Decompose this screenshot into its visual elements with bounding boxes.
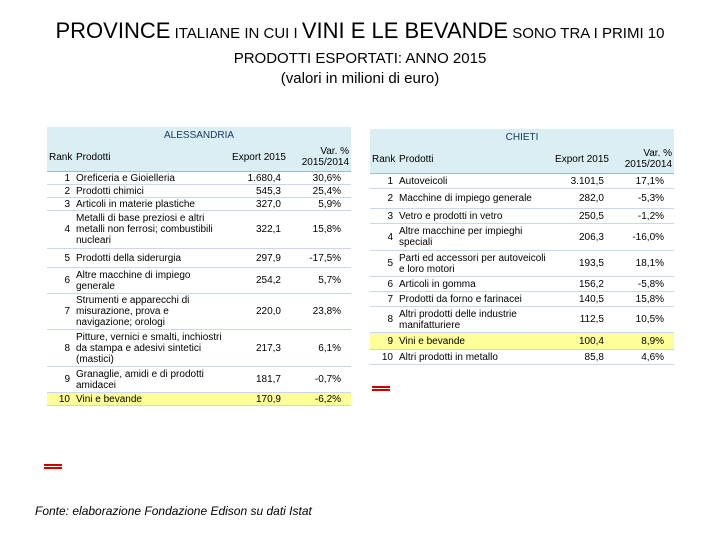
var-cell: 15,8% xyxy=(614,292,674,307)
product-cell: Altre macchine per impieghi speciali xyxy=(397,224,550,251)
product-cell: Metalli di base preziosi e altri metalli non ferrosi; combustibili nucleari xyxy=(74,211,227,249)
export-cell: 327,0 xyxy=(227,198,291,211)
alessandria-table xyxy=(47,127,351,406)
rank-cell: 5 xyxy=(370,251,397,277)
export-cell: 3.101,5 xyxy=(550,174,614,189)
rank-cell: 7 xyxy=(47,294,74,330)
var-cell: -0,7% xyxy=(291,367,351,393)
title-part-2: ITALIANE IN CUI I xyxy=(170,25,302,42)
product-cell: Oreficeria e Gioielleria xyxy=(74,172,227,185)
product-cell: Granaglie, amidi e di prodotti amidacei xyxy=(74,367,227,393)
var-cell: 23,8% xyxy=(291,294,351,330)
export-cell: 250,5 xyxy=(550,209,614,224)
rank-cell: 7 xyxy=(370,292,397,307)
export-cell: 282,0 xyxy=(550,189,614,209)
var-cell: 15,8% xyxy=(291,211,351,249)
table-row xyxy=(47,294,351,330)
region-title: CHIETI xyxy=(370,129,674,145)
rank-cell: 5 xyxy=(47,249,74,268)
table-row xyxy=(370,307,674,333)
product-cell: Altri prodotti in metallo xyxy=(397,350,550,365)
export-cell: 220,0 xyxy=(227,294,291,330)
product-cell: Prodotti chimici xyxy=(74,185,227,198)
export-cell: 545,3 xyxy=(227,185,291,198)
rank-cell: 4 xyxy=(370,224,397,251)
export-cell: 140,5 xyxy=(550,292,614,307)
rank-cell: 6 xyxy=(47,268,74,294)
rank-cell: 4 xyxy=(47,211,74,249)
slide-subtitle: PRODOTTI ESPORTATI: ANNO 2015 xyxy=(233,50,487,67)
slide-title xyxy=(0,18,720,44)
export-cell: 1.680,4 xyxy=(227,172,291,185)
var-cell: -5,3% xyxy=(614,189,674,209)
rank-cell: 10 xyxy=(370,350,397,365)
export-cell: 112,5 xyxy=(550,307,614,333)
table-row xyxy=(370,224,674,251)
rank-cell: 10 xyxy=(47,393,74,406)
var-cell: 5,7% xyxy=(291,268,351,294)
title-part-3: VINI E LE BEVANDE xyxy=(301,18,509,43)
var-cell: 25,4% xyxy=(291,185,351,198)
product-cell: Articoli in gomma xyxy=(397,277,550,292)
export-cell: 206,3 xyxy=(550,224,614,251)
export-cell: 85,8 xyxy=(550,350,614,365)
table-row xyxy=(370,189,674,209)
var-cell: 5,9% xyxy=(291,198,351,211)
export-cell: 170,9 xyxy=(227,393,291,406)
product-cell: Altre macchine di impiego generale xyxy=(74,268,227,294)
title-part-4: SONO TRA I PRIMI 10 xyxy=(508,25,665,42)
var-cell: 18,1% xyxy=(614,251,674,277)
export-cell: 193,5 xyxy=(550,251,614,277)
rank-cell: 9 xyxy=(370,333,397,350)
table-row xyxy=(370,209,674,224)
chieti-table xyxy=(370,129,674,365)
export-header: Export 2015 xyxy=(550,145,614,174)
rank-cell: 1 xyxy=(370,174,397,189)
var-cell: -17,5% xyxy=(291,249,351,268)
rank-cell: 8 xyxy=(370,307,397,333)
var-cell: 4,6% xyxy=(614,350,674,365)
product-cell: Vetro e prodotti in vetro xyxy=(397,209,550,224)
export-cell: 156,2 xyxy=(550,277,614,292)
var-cell: 10,5% xyxy=(614,307,674,333)
export-cell: 217,3 xyxy=(227,330,291,367)
export-cell: 254,2 xyxy=(227,268,291,294)
table-row xyxy=(370,350,674,365)
table-row xyxy=(47,198,351,211)
table-row xyxy=(47,172,351,185)
product-cell: Articoli in materie plastiche xyxy=(74,198,227,211)
title-part-1: PROVINCE xyxy=(55,18,171,43)
table-row xyxy=(370,292,674,307)
product-cell: Parti ed accessori per autoveicoli e loro motori xyxy=(397,251,550,277)
table-row xyxy=(47,367,351,393)
highlight-marker xyxy=(44,464,62,471)
rank-cell: 3 xyxy=(370,209,397,224)
var-cell: -5,8% xyxy=(614,277,674,292)
product-cell: Macchine di impiego generale xyxy=(397,189,550,209)
table-row xyxy=(47,393,351,406)
table-row xyxy=(370,277,674,292)
table-row xyxy=(47,211,351,249)
rank-cell: 2 xyxy=(47,185,74,198)
product-cell: Vini e bevande xyxy=(74,393,227,406)
export-cell: 100,4 xyxy=(550,333,614,350)
table-row xyxy=(47,330,351,367)
export-header: Export 2015 xyxy=(227,143,291,172)
rank-cell: 6 xyxy=(370,277,397,292)
var-cell: -16,0% xyxy=(614,224,674,251)
table-row xyxy=(47,185,351,198)
table-row xyxy=(370,251,674,277)
rank-header: Rank xyxy=(47,143,74,172)
rank-cell: 3 xyxy=(47,198,74,211)
product-header: Prodotti xyxy=(74,143,227,172)
unit-note: (valori in milioni di euro) xyxy=(280,70,440,87)
var-cell: 17,1% xyxy=(614,174,674,189)
rank-cell: 8 xyxy=(47,330,74,367)
rank-cell: 1 xyxy=(47,172,74,185)
var-cell: 8,9% xyxy=(614,333,674,350)
export-cell: 297,9 xyxy=(227,249,291,268)
var-header: Var. % 2015/2014 xyxy=(291,143,351,172)
product-cell: Altri prodotti delle industrie manifatturiere xyxy=(397,307,550,333)
region-title: ALESSANDRIA xyxy=(47,127,351,143)
rank-header: Rank xyxy=(370,145,397,174)
export-cell: 322,1 xyxy=(227,211,291,249)
var-header: Var. % 2015/2014 xyxy=(614,145,674,174)
var-cell: 6,1% xyxy=(291,330,351,367)
rank-cell: 2 xyxy=(370,189,397,209)
var-cell: -6,2% xyxy=(291,393,351,406)
product-cell: Prodotti da forno e farinacei xyxy=(397,292,550,307)
table-row xyxy=(47,249,351,268)
product-cell: Prodotti della siderurgia xyxy=(74,249,227,268)
table-row xyxy=(47,268,351,294)
product-cell: Autoveicoli xyxy=(397,174,550,189)
product-cell: Pitture, vernici e smalti, inchiostri da stampa e adesivi sintetici (mastici) xyxy=(74,330,227,367)
var-cell: 30,6% xyxy=(291,172,351,185)
product-cell: Strumenti e apparecchi di misurazione, prova e navigazione; orologi xyxy=(74,294,227,330)
highlight-marker xyxy=(372,386,390,393)
table-row xyxy=(370,333,674,350)
export-cell: 181,7 xyxy=(227,367,291,393)
var-cell: -1,2% xyxy=(614,209,674,224)
table-row xyxy=(370,174,674,189)
product-header: Prodotti xyxy=(397,145,550,174)
source-note: Fonte: elaborazione Fondazione Edison su dati Istat xyxy=(35,504,312,518)
rank-cell: 9 xyxy=(47,367,74,393)
product-cell: Vini e bevande xyxy=(397,333,550,350)
